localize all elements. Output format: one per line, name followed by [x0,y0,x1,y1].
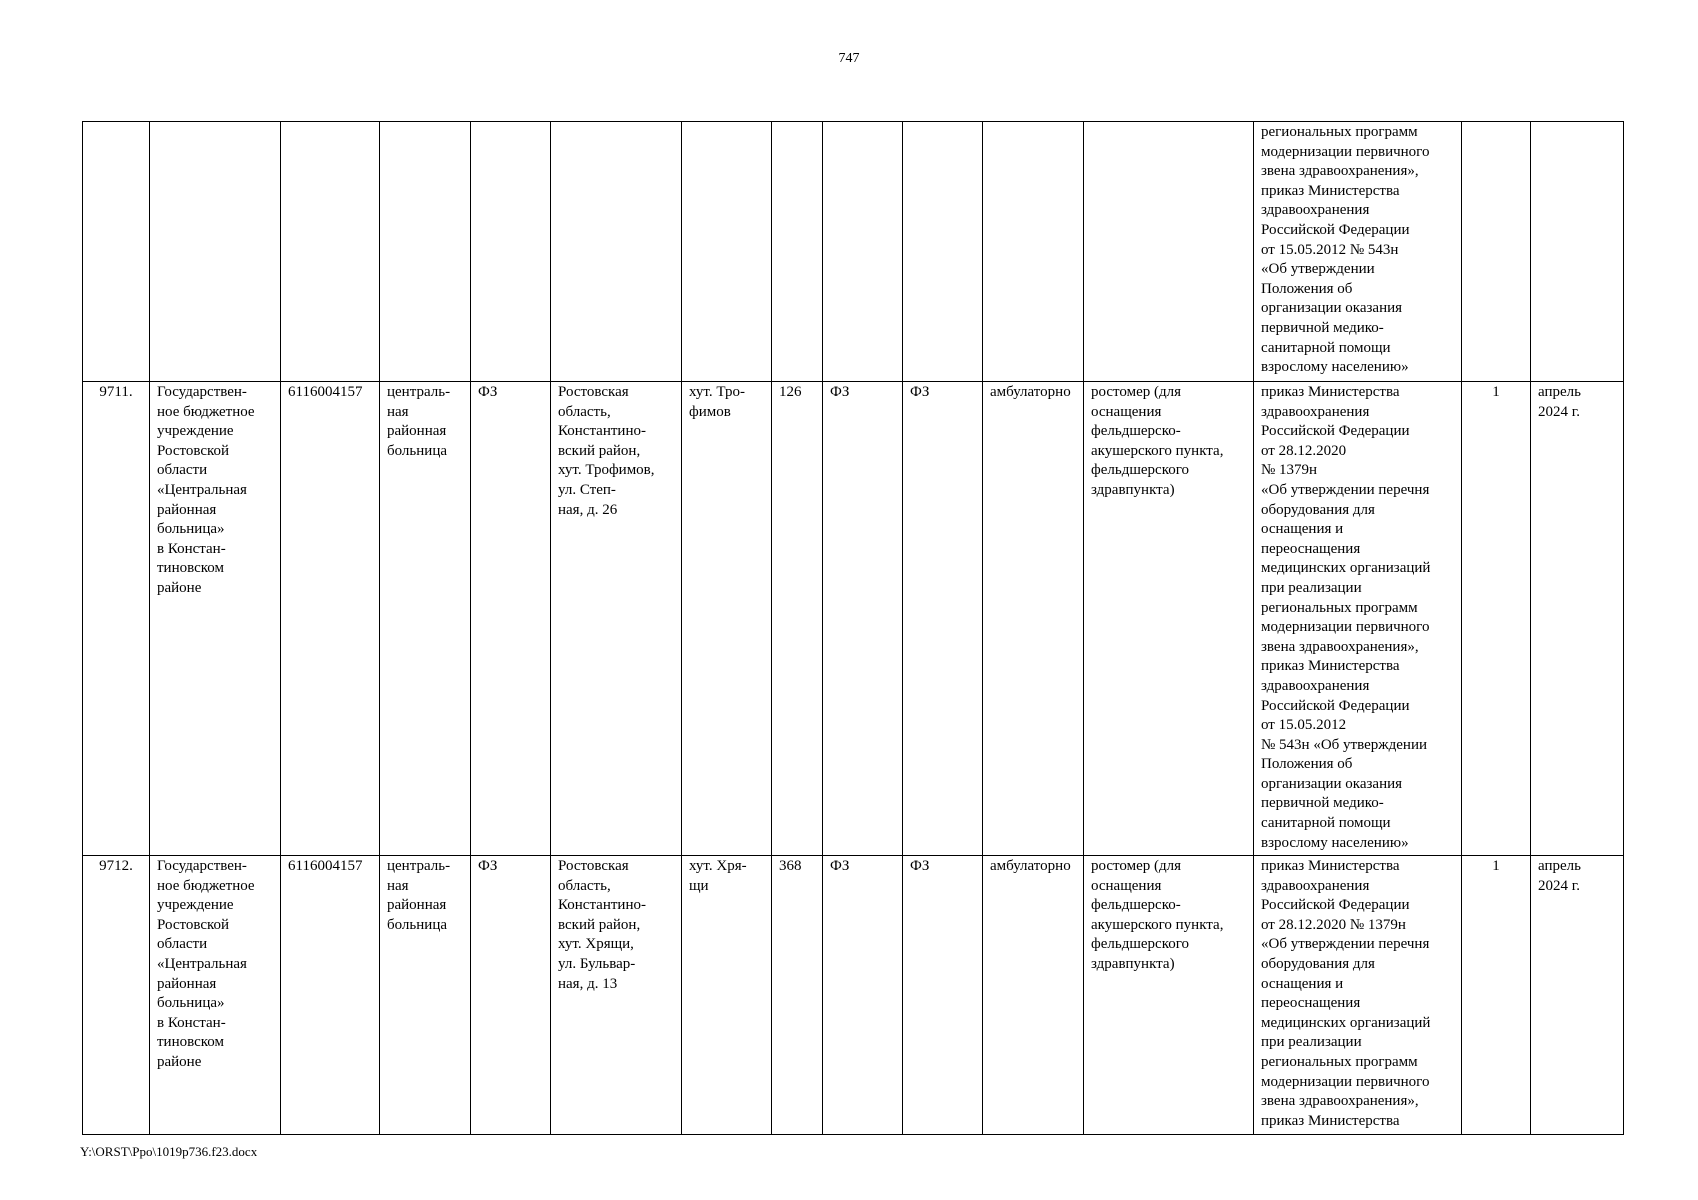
equipment: ростомер (для оснащения фельдшерско- акушерского пункта, фельдшерского здравпункта) [1084,382,1254,856]
inn: 6116004157 [281,382,380,856]
unit-type: ФЗ [471,856,551,1135]
address: Ростовская область, Константино- вский район, хут. Хрящи, ул. Бульвар- ная, д. 13 [551,856,682,1135]
table-row [83,122,1624,382]
address: Ростовская область, Константино- вский район, хут. Трофимов, ул. Степ- ная, д. 26 [551,382,682,856]
unit-type-current: ФЗ [823,856,903,1135]
row-number: 9712. [83,856,150,1135]
unit-type-target: ФЗ [903,856,983,1135]
due-date [1531,122,1624,382]
unit-type [471,122,551,382]
page-number: 747 [838,51,860,66]
care-conditions: амбулаторно [983,856,1084,1135]
unit-type-target [903,122,983,382]
settlement [682,122,772,382]
table-row [83,382,1624,856]
address [551,122,682,382]
table-row [83,856,1624,1135]
settlement: хут. Тро- фимов [682,382,772,856]
inn: 6116004157 [281,856,380,1135]
equipment: ростомер (для оснащения фельдшерско- акушерского пункта, фельдшерского здравпункта) [1084,856,1254,1135]
due-date: апрель 2024 г. [1531,856,1624,1135]
population: 126 [772,382,823,856]
population [772,122,823,382]
registry-table [82,121,1624,1135]
organization-type: централь- ная районная больница [380,382,471,856]
legal-basis: региональных программ модернизации первичного звена здравоохранения», приказ Министерства здравоохранения Российской Федерации от 15.05.2012 № 543н «Об утверждении Положения об организации оказания первичной медико- санитарной помощи взрослому населению» [1254,122,1462,382]
inn [281,122,380,382]
row-number: 9711. [83,382,150,856]
quantity: 1 [1462,856,1531,1135]
unit-type-current: ФЗ [823,382,903,856]
organization-type: централь- ная районная больница [380,856,471,1135]
legal-basis: приказ Министерства здравоохранения Российской Федерации от 28.12.2020 № 1379н «Об утверждении перечня оборудования для оснащения и переоснащения медицинских организаций при реализации региональных программ модернизации первичного звена здравоохранения», приказ Министерства здравоохранения Российской Федерации от 15.05.2012 № 543н «Об утверждении Положения об организации оказания первичной медико- санитарной помощи взрослому населению» [1254,382,1462,856]
unit-type-current [823,122,903,382]
unit-type: ФЗ [471,382,551,856]
row-number [83,122,150,382]
due-date: апрель 2024 г. [1531,382,1624,856]
care-conditions: амбулаторно [983,382,1084,856]
equipment [1084,122,1254,382]
organization-type [380,122,471,382]
quantity [1462,122,1531,382]
organization-name [150,122,281,382]
quantity: 1 [1462,382,1531,856]
organization-name: Государствен- ное бюджетное учреждение Ростовской области «Центральная районная больница» в Констан- тиновском районе [150,382,281,856]
unit-type-target: ФЗ [903,382,983,856]
population: 368 [772,856,823,1135]
legal-basis: приказ Министерства здравоохранения Российской Федерации от 28.12.2020 № 1379н «Об утверждении перечня оборудования для оснащения и переоснащения медицинских организаций при реализации региональных программ модернизации первичного звена здравоохранения», приказ Министерства [1254,856,1462,1135]
organization-name: Государствен- ное бюджетное учреждение Ростовской области «Центральная районная больница» в Констан- тиновском районе [150,856,281,1135]
care-conditions [983,122,1084,382]
file-path-footer: Y:\ORST\Ppo\1019p736.f23.docx [80,1144,258,1159]
settlement: хут. Хря- щи [682,856,772,1135]
